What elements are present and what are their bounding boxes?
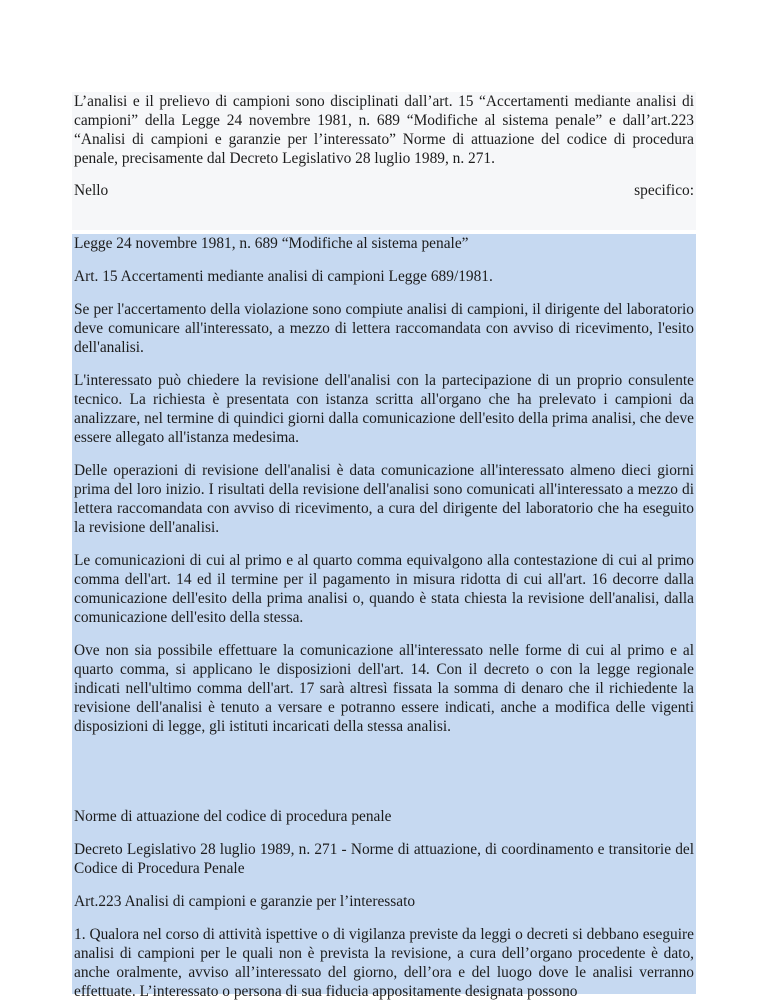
highlighted-law-section <box>72 234 696 1000</box>
art15-paragraph-1: Se per l'accertamento della violazione sono compiute analisi di campioni, il dirigente del laboratorio deve comunicare all'interessato, a mezzo di lettera raccomandata con avviso di ricevimento, l'esito dell'analisi. <box>74 301 694 356</box>
dlgs-title: Decreto Legislativo 28 luglio 1989, n. 271 - Norme di attuazione, di coordinamento e transitorie del Codice di Procedura Penale <box>74 841 694 877</box>
intro-paragraph: L’analisi e il prelievo di campioni sono disciplinati dall’art. 15 “Accertamenti mediante analisi di campioni” della Legge 24 novembre 1981, n. 689 “Modifiche al sistema penale” e dall’art.223 “Analisi di campioni e garanzie per l’interessato” Norme di attuazione del codice di procedura penale, precisamente dal Decreto Legislativo 28 luglio 1989, n. 271. <box>74 93 694 167</box>
intro-section <box>72 92 696 230</box>
art223-paragraph-1: 1. Qualora nel corso di attività ispettive o di vigilanza previste da leggi o decreti si debbano eseguire analisi di campioni per le quali non è prevista la revisione, a cura dell’organo procedente è dato, anche oralmente, avviso all’interessato del giorno, dell’ora e del luogo dove le analisi verranno effettuate. L’interessato o persona di sua fiducia appositamente designata possono <box>74 926 694 1000</box>
art15-paragraph-3: Delle operazioni di revisione dell'analisi è data comunicazione all'interessato almeno dieci giorni prima del loro inizio. I risultati della revisione dell'analisi sono comunicati all'interessato a mezzo di lettera raccomandata con avviso di ricevimento, a cura del dirigente del laboratorio che ha eseguito la revisione dell'analisi. <box>74 462 694 536</box>
art15-title: Art. 15 Accertamenti mediante analisi di campioni Legge 689/1981. <box>74 268 493 285</box>
art223-title: Art.223 Analisi di campioni e garanzie per l’interessato <box>74 893 416 910</box>
nello-specifico-line <box>72 181 696 200</box>
specifico-word: specifico: <box>634 182 694 199</box>
cpp-title: Norme di attuazione del codice di procedura penale <box>74 808 392 825</box>
art15-paragraph-2: L'interessato può chiedere la revisione dell'analisi con la partecipazione di un proprio consulente tecnico. La richiesta è presentata con istanza scritta all'organo che ha prelevato i campioni da analizzare, nel termine di quindici giorni dalla comunicazione dell'esito della prima analisi, che deve essere allegato all'istanza medesima. <box>74 372 694 446</box>
art15-paragraph-5: Ove non sia possibile effettuare la comunicazione all'interessato nelle forme di cui al primo e al quarto comma, si applicano le disposizioni dell'art. 14. Con il decreto o con la legge regionale indicati nell'ultimo comma dell'art. 17 sarà altresì fissata la somma di denaro che il richiedente la revisione dell'analisi è tenuto a versare e potranno essere indicati, anche a modifica delle vigenti disposizioni di legge, gli istituti incaricati della stessa analisi. <box>74 642 694 735</box>
law-title: Legge 24 novembre 1981, n. 689 “Modifiche al sistema penale” <box>74 235 469 252</box>
art15-paragraph-4: Le comunicazioni di cui al primo e al quarto comma equivalgono alla contestazione di cui al primo comma dell'art. 14 ed il termine per il pagamento in misura ridotta di cui all'art. 16 decorre dalla comunicazione dell'esito della prima analisi o, quando è stata chiesta la revisione dell'analisi, dalla comunicazione dell'esito della stessa. <box>74 552 694 626</box>
nello-word: Nello <box>74 182 109 199</box>
